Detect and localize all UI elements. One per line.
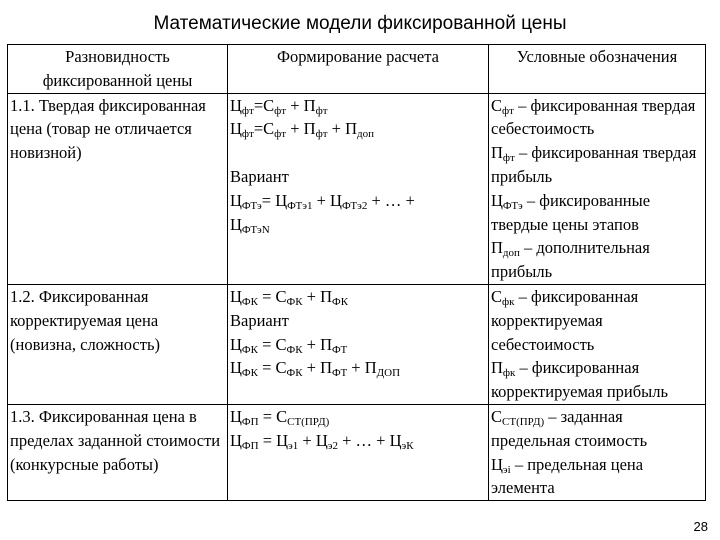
price-type-cell — [8, 93, 228, 284]
formula: $Ц_{ФТэ}= Ц_{ФТэ1} + Ц_{ФТэ2}$ + … + — [230, 190, 415, 212]
table-row — [8, 284, 706, 404]
price-type-cell — [8, 404, 228, 500]
table-row — [8, 404, 706, 500]
notation-entry: $Ц_{ФТэ}$ – фиксированные твердые цены этапов — [491, 190, 651, 234]
page-number: 28 — [693, 519, 708, 534]
formula: $Ц_{ФТэN}$ — [230, 214, 270, 236]
notation-entry: $С_{фт}$ – фиксированная твердая себестоимость — [491, 95, 696, 139]
calculation-cell — [228, 284, 489, 404]
formula: $Ц_{фт}=С_{фт} + П_{фт}$ — [230, 95, 328, 117]
formula: $Ц_{ФК} = С_{ФК} + П_{ФТ}$ — [230, 334, 348, 356]
formula: $Ц_{ФП} = С_{СТ(ПРД)}$ — [230, 406, 330, 428]
notation-entry: $П_{фт}$ – фиксированная твердая прибыль — [491, 143, 697, 186]
notation-entry: $П_{фк}$ – фиксированная корректируемая прибыль — [491, 358, 668, 402]
price-type-text: 1.1. Твердая фиксированная цена (товар не отличается новизной) — [10, 95, 206, 163]
notation-entry: $Ц_{эi}$ – предельная цена элемента — [491, 454, 644, 498]
slide-title: Математические модели фиксированной цены — [153, 13, 567, 34]
header-price-type: Разновидность фиксированной цены — [8, 45, 228, 94]
notation-entry: $С_{фк}$ – фиксированная корректируемая себестоимость — [491, 286, 639, 354]
header-calculation: Формирование расчета — [228, 45, 489, 94]
formula: $Ц_{фт}=С_{фт} + П_{фт} + П_{доп}$ — [230, 119, 374, 141]
notation-cell — [489, 404, 706, 500]
header-notation: Условные обозначения — [489, 45, 706, 94]
formula: $Ц_{ФК} = С_{ФК} + П_{ФТ} + П_{ДОП}$ — [230, 358, 401, 380]
calculation-cell — [228, 404, 489, 500]
variant-label: Вариант — [230, 166, 289, 186]
table-row — [8, 93, 706, 284]
calculation-cell — [228, 93, 489, 284]
price-type-text: 1.3. Фиксированная цена в пределах заданной стоимости (конкурсные работы) — [10, 406, 221, 474]
notation-entry: $С_{СТ(ПРД)}$ – заданная предельная стоимость — [491, 406, 648, 450]
formula: $Ц_{ФП} = Ц_{э1} + Ц_{э2}$ + … + $Ц_{эК}$ — [230, 430, 414, 452]
table-header-row — [8, 45, 706, 94]
price-type-cell — [8, 284, 228, 404]
notation-cell — [489, 93, 706, 284]
notation-entry: $П_{доп}$ – дополнительная прибыль — [491, 238, 650, 282]
variant-label: Вариант — [230, 310, 289, 330]
formula: $Ц_{ФК} = С_{ФК} + П_{ФК}$ — [230, 286, 349, 308]
price-type-text: 1.2. Фиксированная корректируемая цена (новизна, сложность) — [10, 286, 160, 354]
notation-cell — [489, 284, 706, 404]
price-models-table — [7, 44, 706, 501]
